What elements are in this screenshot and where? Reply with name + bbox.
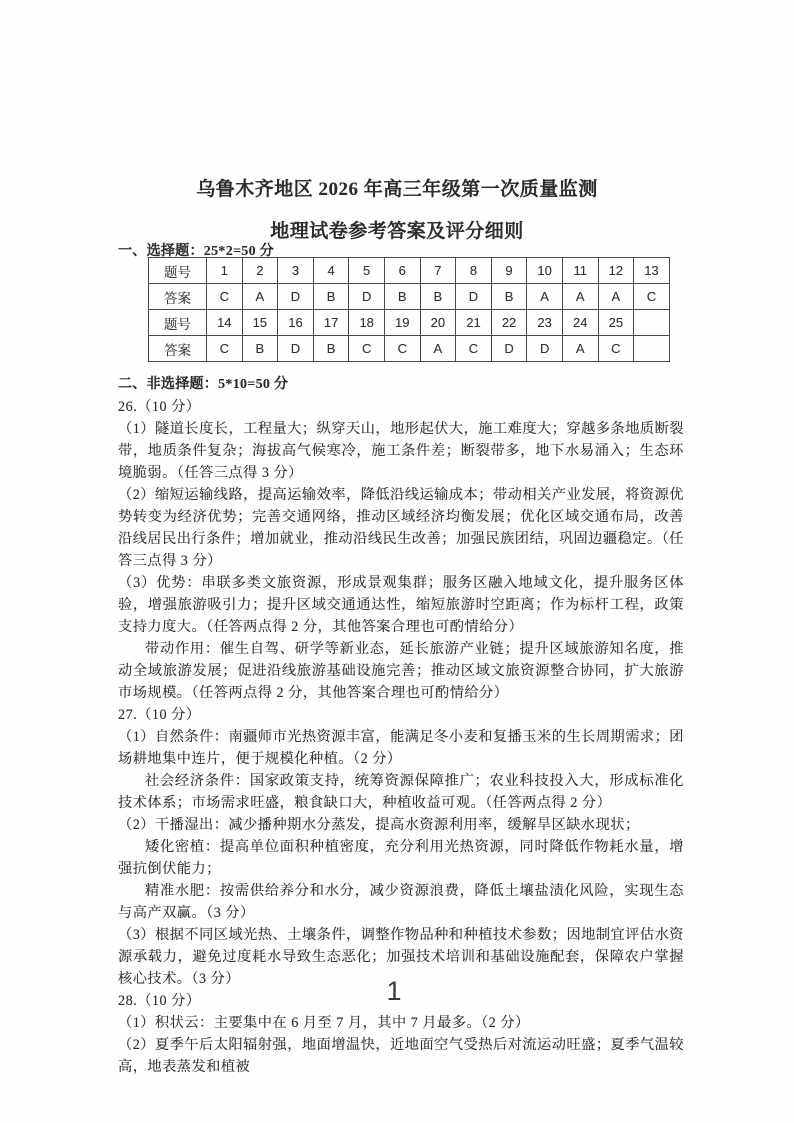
table-cell: B [313,336,349,362]
table-cell: A [562,336,598,362]
table-cell: B [242,336,278,362]
table-cell: C [598,336,634,362]
answer-paragraph: （1）隧道长度长，工程量大；纵穿天山，地形起伏大，施工难度大；穿越多条地质断裂带，地质条件复杂；海拔高气候寒冷，施工条件差；断裂带多，地下水易涌入；生态环境脆弱。（任答三点得 3 分） [118,421,684,481]
table-cell: 2 [242,258,278,284]
table-cell: A [420,336,456,362]
table-cell: C [456,336,492,362]
table-cell: A [562,284,598,310]
table-cell: 8 [456,258,492,284]
table-cell: C [207,336,243,362]
answer-paragraph: （3）优势：串联多类文旅资源，形成景观集群；服务区融入地域文化，提升服务区体验，增强旅游吸引力；提升区域交通通达性，缩短旅游时空距离；作为标杆工程，政策支持力度大。（任答两点得 2 分，其他答案合理也可酌情给分） [118,575,684,635]
question-number: 28.（10 分） [118,993,201,1009]
answer-paragraph: （2）干播湿出：减少播种期水分蒸发，提高水资源利用率，缓解旱区缺水现状； [118,817,640,833]
page-number: 1 [386,976,402,1006]
question-number: 26.（10 分） [118,399,201,415]
table-cell: B [491,284,527,310]
table-cell: D [491,336,527,362]
table-cell: 16 [278,310,314,336]
table-cell: 7 [420,258,456,284]
table-cell: D [456,284,492,310]
answer-paragraph: （3）根据不同区域光热、土壤条件，调整作物品种和种植技术参数；因地制宜评估水资源承载力，避免过度耗水导致生态恶化；加强技术培训和基础设施配套，保障农户掌握核心技术。（3 分） [118,927,684,987]
answer-paragraph: （2）缩短运输线路，提高运输效率，降低沿线运输成本；带动相关产业发展，将资源优势转变为经济优势；完善交通网络，推动区域经济均衡发展；优化区域交通布局，改善沿线居民出行条件；增加就业，推动沿线民生改善；加强民族团结，巩固边疆稳定。（任答三点得 3 分） [118,487,684,569]
table-cell: 22 [491,310,527,336]
table-cell: D [527,336,563,362]
table-cell: 19 [384,310,420,336]
answer-paragraph: （2）夏季午后太阳辐射强，地面增温快，近地面空气受热后对流运动旺盛；夏季气温较高，地表蒸发和植被 [118,1037,684,1075]
table-cell: D [278,336,314,362]
table-cell: C [207,284,243,310]
table-cell: A [527,284,563,310]
table-cell: 4 [313,258,349,284]
answer-paragraph: 精准水肥：按需供给养分和水分，减少资源浪费，降低土壤盐渍化风险，实现生态与高产双赢。（3 分） [118,883,684,921]
table-cell: 6 [384,258,420,284]
table-cell: C [634,284,670,310]
table-cell: 18 [349,310,385,336]
table-cell: B [313,284,349,310]
table-cell: A [598,284,634,310]
table-cell: 14 [207,310,243,336]
table-header-cell: 题号 [149,258,207,284]
answers-body [118,374,684,1078]
answer-paragraph: 带动作用：催生自驾、研学等新业态，延长旅游产业链；提升区域旅游知名度，推动全域旅游发展；促进沿线旅游基础设施完善；推动区域文旅资源整合协同，扩大旅游市场规模。（任答两点得 2 分，其他答案合理也可酌情给分） [118,641,684,701]
table-cell: 13 [634,258,670,284]
table-cell [634,336,670,362]
table-cell: 9 [491,258,527,284]
table-cell: 20 [420,310,456,336]
table-cell: 5 [349,258,385,284]
answer-paragraph: 社会经济条件：国家政策支持，统筹资源保障推广；农业科技投入大，形成标准化技术体系；市场需求旺盛，粮食缺口大，种植收益可观。（任答两点得 2 分） [118,773,684,811]
table-row [149,310,670,336]
table-cell: 25 [598,310,634,336]
table-cell: A [242,284,278,310]
table-cell: 21 [456,310,492,336]
answers-table [148,257,670,362]
table-cell: D [278,284,314,310]
table-cell: 1 [207,258,243,284]
table-header-cell: 题号 [149,310,207,336]
table-row [149,258,670,284]
table-cell: C [384,336,420,362]
question-number: 27.（10 分） [118,707,201,723]
table-cell: B [384,284,420,310]
answer-paragraph: （1）自然条件：南疆师市光热资源丰富，能满足冬小麦和复播玉米的生长周期需求；团场耕地集中连片，便于规模化种植。（2 分） [118,729,684,767]
table-cell [634,310,670,336]
answer-paragraph: 矮化密植：提高单位面积种植密度，充分利用光热资源，同时降低作物耗水量，增强抗倒伏能力； [118,839,684,877]
table-header-cell: 答案 [149,336,207,362]
table-cell: 24 [562,310,598,336]
table-row [149,336,670,362]
table-cell: D [349,284,385,310]
table-cell: C [349,336,385,362]
table-header-cell: 答案 [149,284,207,310]
doc-title-line1: 乌鲁木齐地区 2026 年高三年级第一次质量监测 [196,179,598,200]
section2-heading: 二、非选择题：5*10=50 分 [118,377,289,392]
table-cell: 17 [313,310,349,336]
table-cell: 3 [278,258,314,284]
table-cell: B [420,284,456,310]
table-cell: 15 [242,310,278,336]
doc-title-line2: 地理试卷参考答案及评分细则 [270,221,524,242]
answer-paragraph: （1）积状云：主要集中在 6 月至 7 月，其中 7 月最多。（2 分） [118,1015,530,1031]
section1-heading: 一、选择题：25*2=50 分 [118,244,274,259]
table-cell: 12 [598,258,634,284]
table-row [149,284,670,310]
table-cell: 10 [527,258,563,284]
answers-table-body [149,258,670,362]
table-cell: 11 [562,258,598,284]
table-cell: 23 [527,310,563,336]
